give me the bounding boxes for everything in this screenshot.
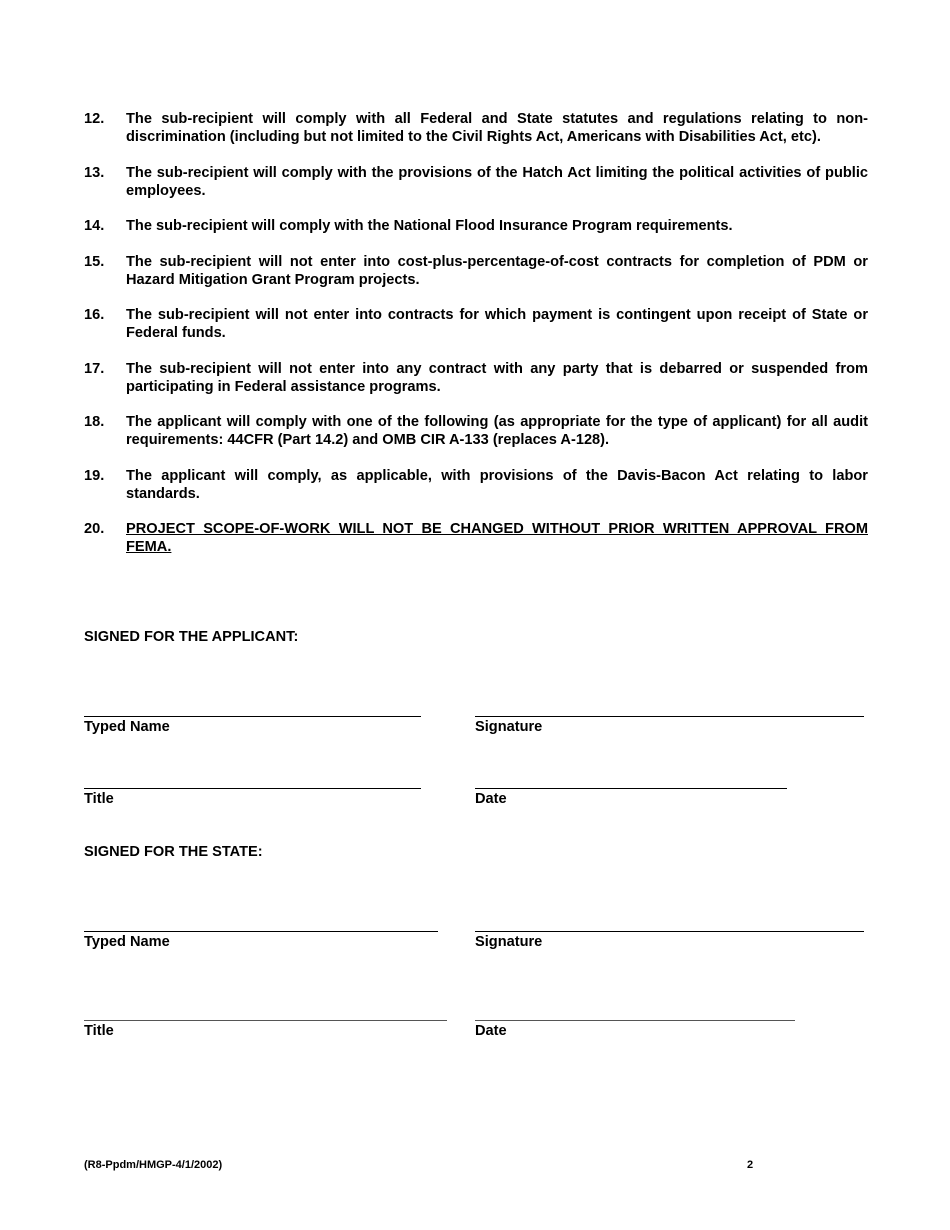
applicant-typed-name-label: Typed Name: [84, 719, 170, 735]
clause-item: [84, 253, 868, 289]
applicant-title-label: Title: [84, 791, 114, 807]
clause-number: 17.: [84, 360, 105, 377]
footer-page-number: 2: [747, 1159, 754, 1171]
state-date-label: Date: [475, 1023, 507, 1039]
clause-text: The applicant will comply with one of the following (as appropriate for the type of applicant) for all audit requirements: 44CFR (Part 14.2) and OMB CIR A-133 (replaces A-128).: [126, 414, 868, 448]
clause-item: [84, 413, 868, 449]
state-typed-name-line[interactable]: [84, 931, 438, 932]
state-title-line[interactable]: [84, 1020, 447, 1021]
applicant-title-line[interactable]: [84, 788, 421, 789]
applicant-date-label: Date: [475, 791, 507, 807]
clause-text: The sub-recipient will not enter into contracts for which payment is contingent upon receipt of State or Federal funds.: [126, 307, 868, 341]
clause-number: 13.: [84, 164, 105, 181]
clause-text: The sub-recipient will not enter into any contract with any party that is debarred or suspended from participating in Federal assistance programs.: [126, 360, 868, 395]
state-signature-label: Signature: [475, 934, 543, 950]
clause-item: [84, 467, 868, 503]
clause-number: 18.: [84, 414, 105, 430]
state-title-label: Title: [84, 1023, 114, 1039]
clause-item-scope-of-work: [84, 520, 868, 556]
state-heading: SIGNED FOR THE STATE:: [84, 844, 263, 860]
clause-number: 20.: [84, 521, 105, 537]
clause-list: [84, 110, 868, 574]
applicant-typed-name-line[interactable]: [84, 716, 421, 717]
applicant-date-line[interactable]: [475, 788, 787, 789]
clause-item: [84, 360, 868, 396]
clause-text: The applicant will comply, as applicable, with provisions of the Davis-Bacon Act relating to labor standards.: [126, 467, 868, 502]
footer-form-id: (R8-Ppdm/HMGP-4/1/2002): [84, 1159, 223, 1171]
clause-item: [84, 217, 868, 235]
clause-number: 12.: [84, 111, 105, 127]
state-date-line[interactable]: [475, 1020, 795, 1021]
clause-text: The sub-recipient will comply with the provisions of the Hatch Act limiting the political activities of public employees.: [126, 164, 868, 199]
state-signature-line[interactable]: [475, 931, 864, 932]
clause-text: The sub-recipient will not enter into cost-plus-percentage-of-cost contracts for completion of PDM or Hazard Mitigation Grant Program projects.: [126, 253, 868, 288]
clause-number: 14.: [84, 218, 105, 234]
clause-number: 16.: [84, 307, 105, 323]
clause-item: [84, 306, 868, 342]
clause-number: 15.: [84, 253, 105, 270]
clause-text: The sub-recipient will comply with all Federal and State statutes and regulations relating to non-discrimination (including but not limited to the Civil Rights Act, Americans with Disabilities Act, etc).: [126, 111, 868, 145]
clause-text-underlined: PROJECT SCOPE-OF-WORK WILL NOT BE CHANGED WITHOUT PRIOR WRITTEN APPROVAL FROM FEMA.: [126, 521, 868, 555]
clause-item: [84, 164, 868, 200]
applicant-heading: SIGNED FOR THE APPLICANT:: [84, 629, 299, 645]
applicant-signature-line[interactable]: [475, 716, 864, 717]
clause-item: [84, 110, 868, 146]
clause-text: The sub-recipient will comply with the National Flood Insurance Program requirements.: [126, 218, 733, 234]
clause-number: 19.: [84, 467, 105, 484]
state-typed-name-label: Typed Name: [84, 934, 170, 950]
applicant-signature-label: Signature: [475, 719, 543, 735]
